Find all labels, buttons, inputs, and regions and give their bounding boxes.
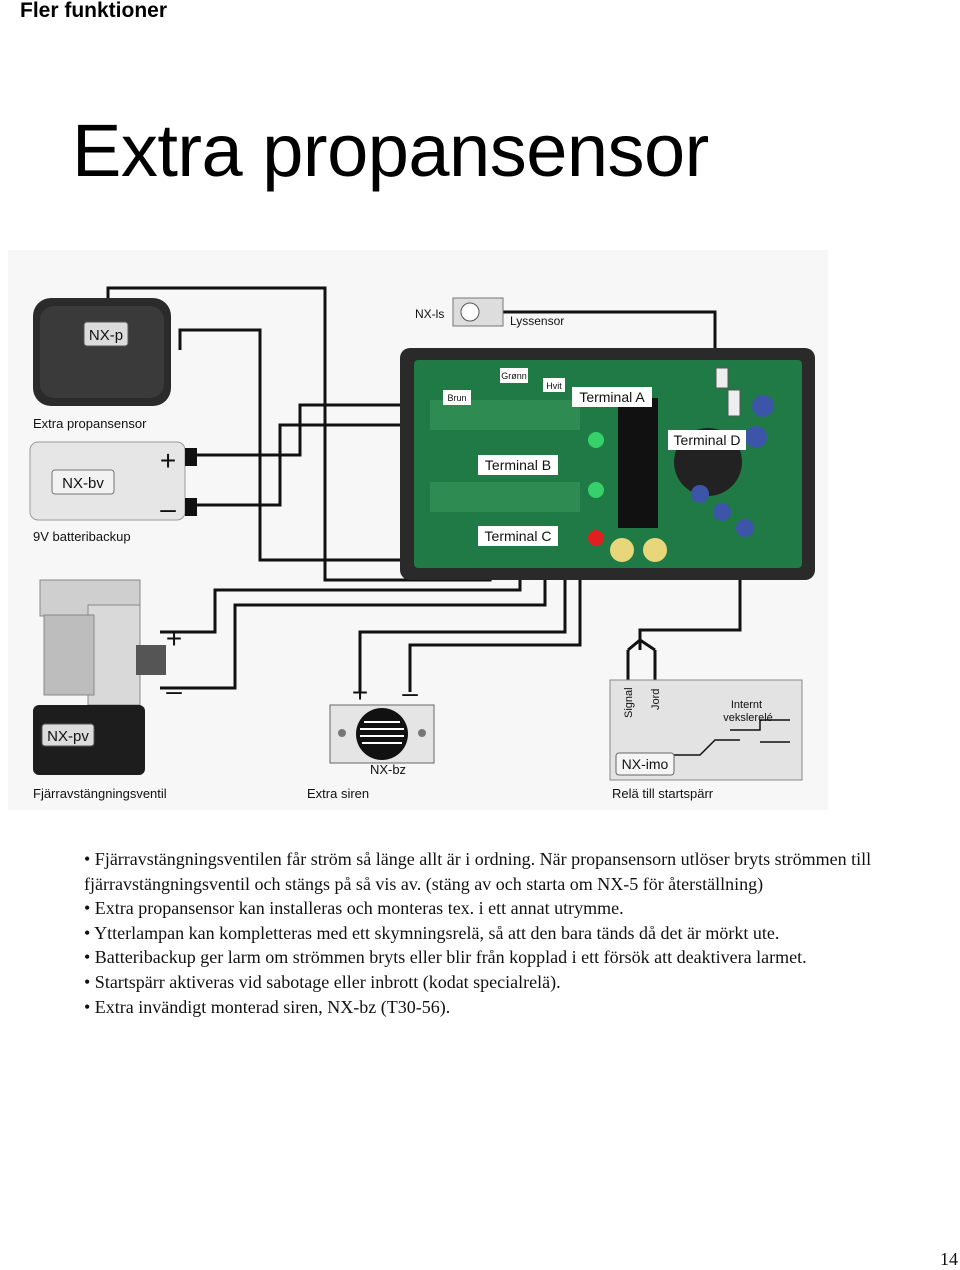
svg-text:NX-imo: NX-imo — [621, 756, 669, 772]
svg-text:+: + — [165, 623, 183, 654]
svg-text:+: + — [351, 677, 369, 708]
svg-text:+: + — [159, 445, 177, 476]
svg-text:NX-bv: NX-bv — [62, 475, 104, 492]
caption-batteri: 9V batteribackup — [33, 529, 131, 544]
svg-text:Grønn: Grønn — [501, 371, 527, 381]
svg-text:Internt vekslerelé: Internt vekslerelé — [723, 699, 773, 724]
svg-text:–: – — [160, 493, 176, 524]
svg-text:NX-pv: NX-pv — [47, 728, 89, 745]
svg-text:Terminal C: Terminal C — [484, 528, 552, 544]
svg-text:NX-p: NX-p — [88, 327, 124, 344]
relay-unit — [610, 680, 802, 780]
svg-text:Jord: Jord — [650, 688, 662, 710]
bullet-item: • Batteribackup ger larm om strömmen bryts eller blir från kopplad i ett försök att deaktivera larmet. — [84, 947, 807, 968]
caption-rela: Relä till startspärr — [612, 786, 714, 801]
section-header: Fler funktioner — [20, 0, 168, 22]
svg-text:Terminal D: Terminal D — [673, 432, 741, 448]
caption-siren: Extra siren — [307, 786, 370, 801]
propane-sensor — [33, 298, 171, 406]
svg-text:–: – — [166, 675, 182, 706]
svg-text:Hvit: Hvit — [546, 381, 562, 391]
svg-text:Terminal B: Terminal B — [484, 457, 552, 473]
bullet-item: • Startspärr aktiveras vid sabotage eller inbrott (kodat specialrelä). — [84, 971, 561, 992]
page-number: 14 — [940, 1249, 958, 1269]
control-board — [400, 348, 815, 580]
svg-text:–: – — [402, 677, 418, 708]
bullet-item: • Ytterlampan kan kompletteras med ett skymningsrelä, så att den bara tänds då det är mörkt ute. — [84, 922, 780, 943]
svg-text:NX-ls: NX-ls — [415, 307, 445, 321]
svg-text:Lyssensor: Lyssensor — [510, 314, 565, 328]
bullet-item: • Fjärravstängningsventilen får ström så länge allt är i ordning. När propansensorn utlöser bryts strömmen till fjärravstängningsventil och stängs på så vis av. (stäng av och starta om NX-5 för återställning) — [84, 849, 872, 894]
svg-text:Brun: Brun — [447, 393, 467, 403]
caption-propansensor: Extra propansensor — [33, 416, 147, 431]
battery-backup — [30, 442, 197, 524]
svg-text:Signal: Signal — [623, 687, 635, 718]
caption-ventil: Fjärravstängningsventil — [33, 786, 167, 801]
page-title: Extra propansensor — [72, 109, 709, 192]
bullet-item: • Extra propansensor kan installeras och monteras tex. i ett annat utrymme. — [84, 898, 624, 919]
svg-text:Terminal A: Terminal A — [579, 389, 645, 405]
svg-text:NX-bz: NX-bz — [369, 762, 407, 777]
bullet-item: • Extra invändigt monterad siren, NX-bz (T30-56). — [84, 996, 451, 1017]
wiring-diagram — [0, 250, 960, 810]
bullet-list — [84, 847, 874, 1019]
